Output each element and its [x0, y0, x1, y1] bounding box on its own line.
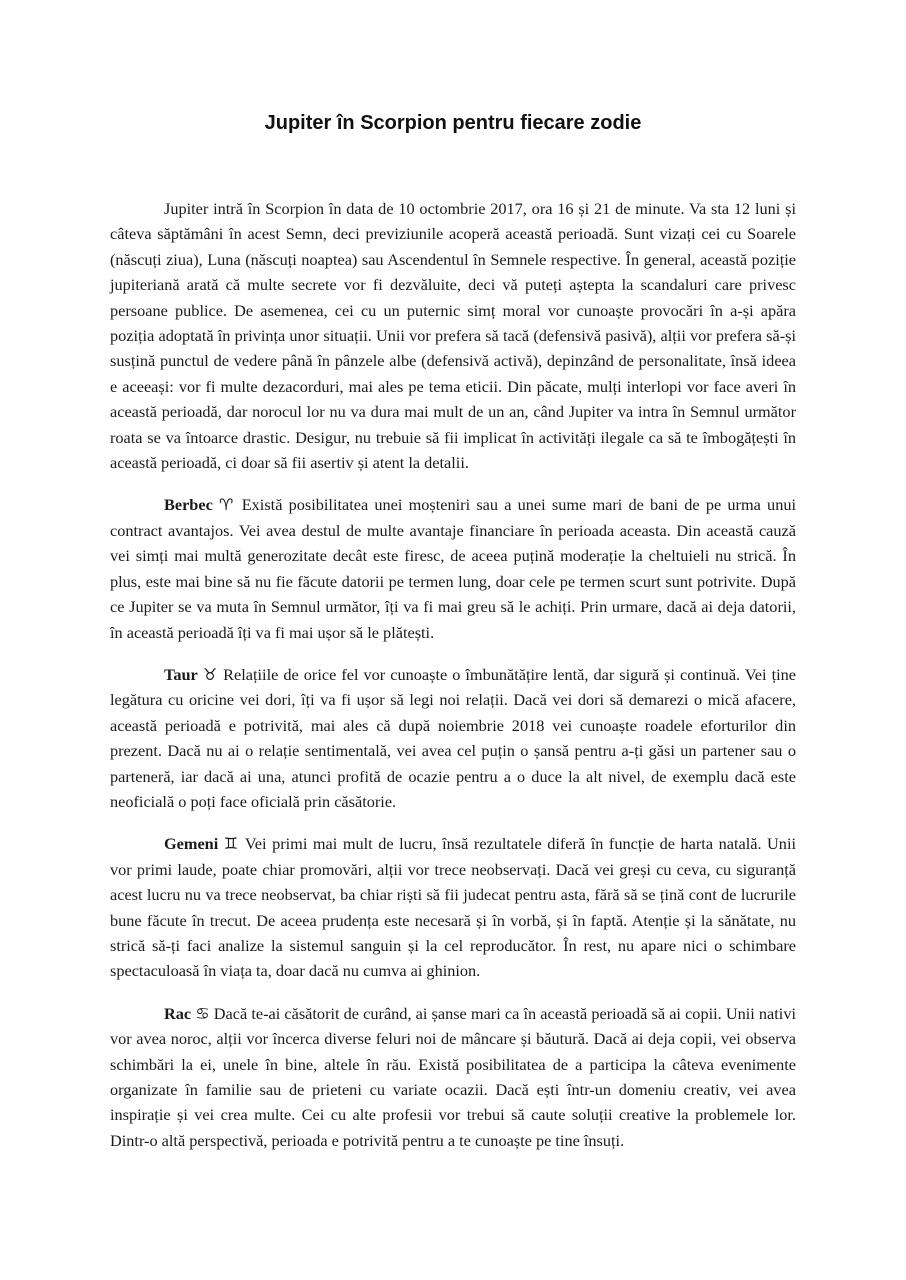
sign-paragraph-berbec	[110, 492, 796, 644]
sign-paragraph-gemeni	[110, 831, 796, 983]
sign-paragraph-taur	[110, 662, 796, 814]
article-body	[110, 196, 796, 1170]
sign-text: Relațiile de orice fel vor cunoaște o îmbunătățire lentă, dar sigură și continuă. Vei ține legătura cu oricine vei dori, îți va fi ușor să legi noi relații. Dacă vei dori să demarezi o mică afacere, această perioadă e potrivită, mai ales că după noiembrie 2018 vei cunoaște roadele eforturilor din prezent. Dacă nu ai o relație sentimentală, vei avea cel puțin o șansă pentru a-ți găsi un partener sau o parteneră, iar dacă ai una, atunci profită de ocazie pentru a o duce la alt nivel, de exemplu dacă este neoficială o poți face oficială prin căsătorie.	[110, 664, 796, 811]
sign-name: Gemeni	[164, 834, 219, 854]
page-title: Jupiter în Scorpion pentru fiecare zodie	[264, 112, 642, 134]
intro-paragraph: Jupiter intră în Scorpion în data de 10 octombrie 2017, ora 16 și 21 de minute. Va sta 12 luni și câteva săptămâni în acest Semn, deci previziunile acoperă această perioadă. Sunt vizați cei cu Soarele (născuți ziua), Luna (născuți noaptea) sau Ascendentul în Semnele respective. În general, această poziție jupiteriană arată că multe secrete vor fi dezvăluite, deci vă puteți aștepta la scandaluri care privesc persoane publice. De asemenea, cei cu un puternic simț moral vor cunoaște provocări în a-și apăra poziția adoptată în privința unor situații. Unii vor prefera să tacă (defensivă pasivă), alții vor prefera să-și susțină punctul de vedere până în pânzele albe (defensivă activă), depinzând de personalitate, însă ideea e aceeași: vor fi multe dezacorduri, mai ales pe tema eticii. Din păcate, mulți interlopi vor face averi în această perioadă, dar norocul lor nu va dura mai mult de un an, când Jupiter va intra în Semnul următor roata se va întoarce drastic. Desigur, nu trebuie să fii implicat în activități ilegale ca să te îmbogățești în această perioadă, ci doar să fii asertiv și atent la detalii.	[110, 199, 796, 473]
sign-name: Rac	[164, 1003, 192, 1023]
sign-text: Vei primi mai mult de lucru, însă rezultatele diferă în funcție de harta natală. Unii vor primi laude, poate chiar promovări, alții vor trece neobservați. Dacă vei greși cu ceva, cu siguranță acest lucru nu va trece neobservat, ba chiar riști să fii judecat pentru asta, fără să se țină cont de lucrurile bune făcute în trecut. De aceea prudența este necesară și în vorbă, și în faptă. Atenție și la sănătate, nu strică să-ți faci analize la sistemul sanguin și la cel reproducător. În rest, nu apare nici o schimbare spectaculoasă în viața ta, doar dacă nu cumva ai ghinion.	[110, 834, 796, 981]
taurus-icon: ♉	[202, 664, 219, 684]
sign-paragraph-rac	[110, 1001, 796, 1153]
sign-text: Există posibilitatea unei moșteniri sau a unei sume mari de bani de pe urma unui contract avantajos. Vei avea destul de multe avantaje financiare în perioada aceasta. Din această cauză vei simți mai multă generozitate decât este firesc, de aceea puțină moderație la cheltuieli nu strică. În plus, este mai bine să nu fie făcute datorii pe termen lung, doar cele pe termen scurt sunt potrivite. După ce Jupiter se va muta în Semnul următor, îți va fi mai greu să le achiți. Prin urmare, dacă ai deja datorii, în această perioadă îți va fi mai ușor să le plătești.	[110, 495, 797, 642]
sign-name: Taur	[164, 664, 198, 684]
aries-icon: ♈	[219, 495, 236, 515]
sign-name: Berbec	[164, 495, 213, 515]
gemini-icon: ♊	[223, 834, 240, 854]
cancer-icon: ♋	[195, 1003, 210, 1023]
sign-text: Dacă te-ai căsătorit de curând, ai șanse mari ca în această perioadă să ai copii. Unii nativi vor avea noroc, alții vor încerca diverse feluri noi de mâncare și băutură. Dacă ai deja copii, vei observa schimbări la ei, unele în bine, altele în rău. Există posibilitatea de a participa la câteva evenimente organizate în familie sau de prieteni cu variate ocazii. Dacă ești într-un domeniu creativ, vei avea inspirație și vei crea multe. Cei cu alte profesii vor trebui să caute soluții creative la problemele lor. Dintr-o altă perspectivă, perioada e potrivită pentru a te cunoaște pe tine însuți.	[110, 1003, 796, 1150]
